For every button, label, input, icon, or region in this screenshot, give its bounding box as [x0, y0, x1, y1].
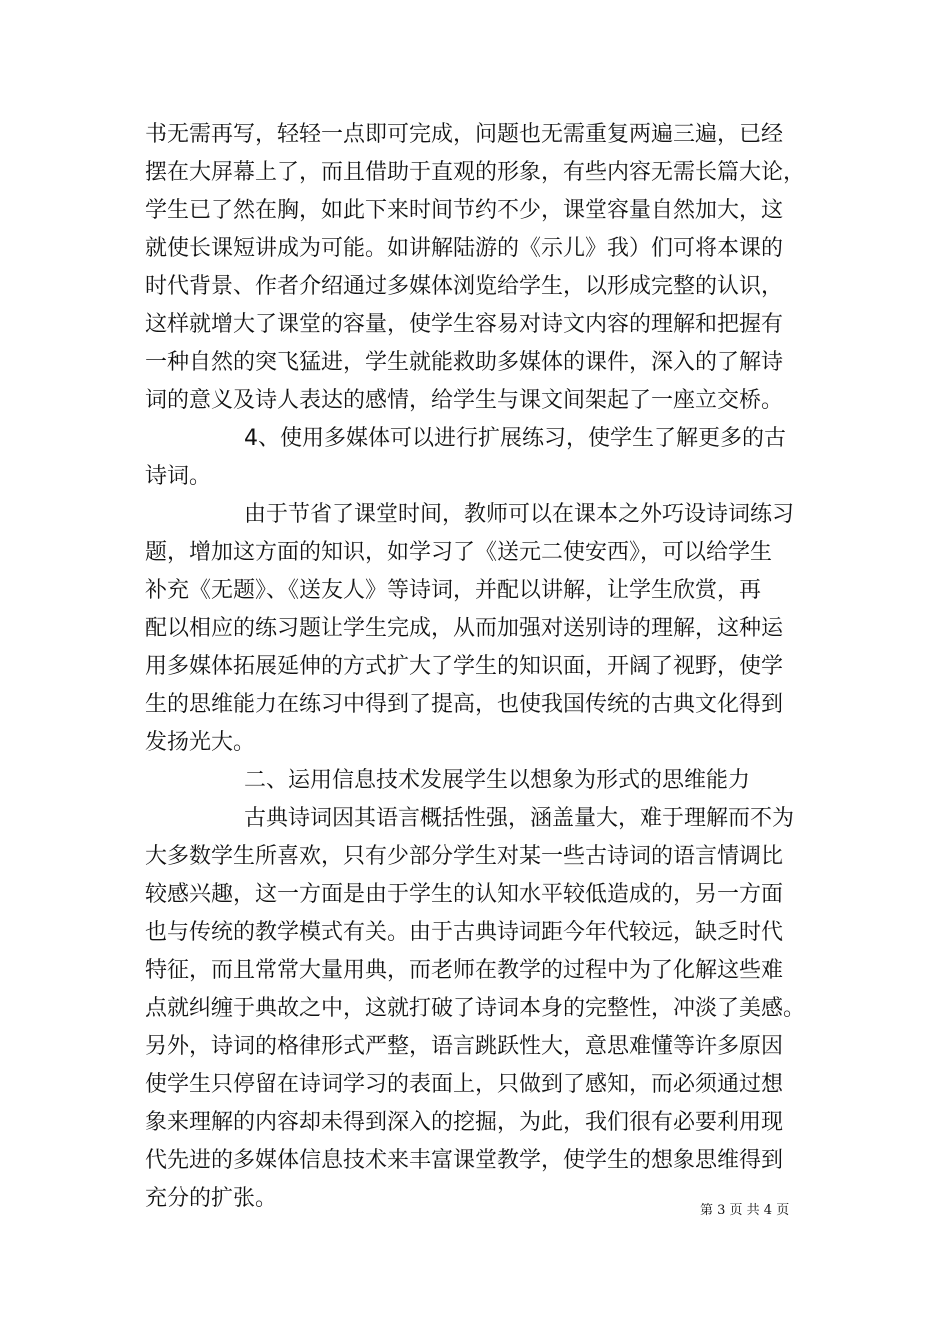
text-line: 补充《无题》、《送友人》等诗词，并配以讲解，让学生欣赏，再: [145, 578, 762, 603]
text-line: 诗词。: [145, 464, 212, 489]
text-line: 大多数学生所喜欢，只有少部分学生对某一些古诗词的语言情调比: [145, 844, 784, 869]
text-line: 点就纠缠于典故之中，这就打破了诗词本身的完整性，冲淡了美感。: [145, 996, 806, 1021]
text-line: 配以相应的练习题让学生完成，从而加强对送别诗的理解，这种运: [145, 616, 784, 641]
text-line: 特征，而且常常大量用典，而老师在教学的过程中为了化解这些难: [145, 958, 784, 983]
text-line: 象来理解的内容却未得到深入的挖掘，为此，我们很有必要利用现: [145, 1110, 784, 1135]
text-line: 充分的扩张。: [145, 1186, 278, 1211]
text-line: 摆在大屏幕上了，而且借助于直观的形象，有些内容无需长篇大论，: [145, 160, 806, 185]
text-line: 学生已了然在胸，如此下来时间节约不少，课堂容量自然加大，这: [145, 198, 784, 223]
text-line: 书无需再写，轻轻一点即可完成，问题也无需重复两遍三遍，已经: [145, 122, 784, 147]
text-line: 词的意义及诗人表达的感情，给学生与课文间架起了一座立交桥。: [145, 388, 784, 413]
text-line: 题，增加这方面的知识，如学习了《送元二使安西》，可以给学生: [145, 540, 773, 565]
text-line: 用多媒体拓展延伸的方式扩大了学生的知识面，开阔了视野，使学: [145, 654, 784, 679]
text-line: 另外，诗词的格律形式严整，语言跳跃性大，意思难懂等许多原因: [145, 1034, 784, 1059]
paragraph-first-line: 由于节省了课堂时间，教师可以在课本之外巧设诗词练习: [244, 502, 795, 527]
text-line: 生的思维能力在练习中得到了提高，也使我国传统的古典文化得到: [145, 692, 784, 717]
text-line: 一种自然的突飞猛进，学生就能救助多媒体的课件，深入的了解诗: [145, 350, 784, 375]
text-line: 发扬光大。: [145, 730, 256, 755]
text-line: 时代背景、作者介绍通过多媒体浏览给学生，以形成完整的认识，: [145, 274, 784, 299]
text-line: 代先进的多媒体信息技术来丰富课堂教学，使学生的想象思维得到: [145, 1148, 784, 1173]
section-heading: 4、使用多媒体可以进行扩展练习，使学生了解更多的古: [244, 426, 786, 451]
paragraph-first-line: 古典诗词因其语言概括性强，涵盖量大，难于理解而不为: [244, 806, 795, 831]
text-line: 这样就增大了课堂的容量，使学生容易对诗文内容的理解和把握有: [145, 312, 784, 337]
text-line: 就使长课短讲成为可能。如讲解陆游的《示儿》我）们可将本课的: [145, 236, 784, 261]
text-line: 较感兴趣，这一方面是由于学生的认知水平较低造成的，另一方面: [145, 882, 784, 907]
text-line: 使学生只停留在诗词学习的表面上，只做到了感知，而必须通过想: [145, 1072, 784, 1097]
section-heading: 二、运用信息技术发展学生以想象为形式的思维能力: [244, 768, 751, 793]
page-number: 第 3 页 共 4 页: [700, 1203, 790, 1218]
text-line: 也与传统的教学模式有关。由于古典诗词距今年代较远，缺乏时代: [145, 920, 784, 945]
